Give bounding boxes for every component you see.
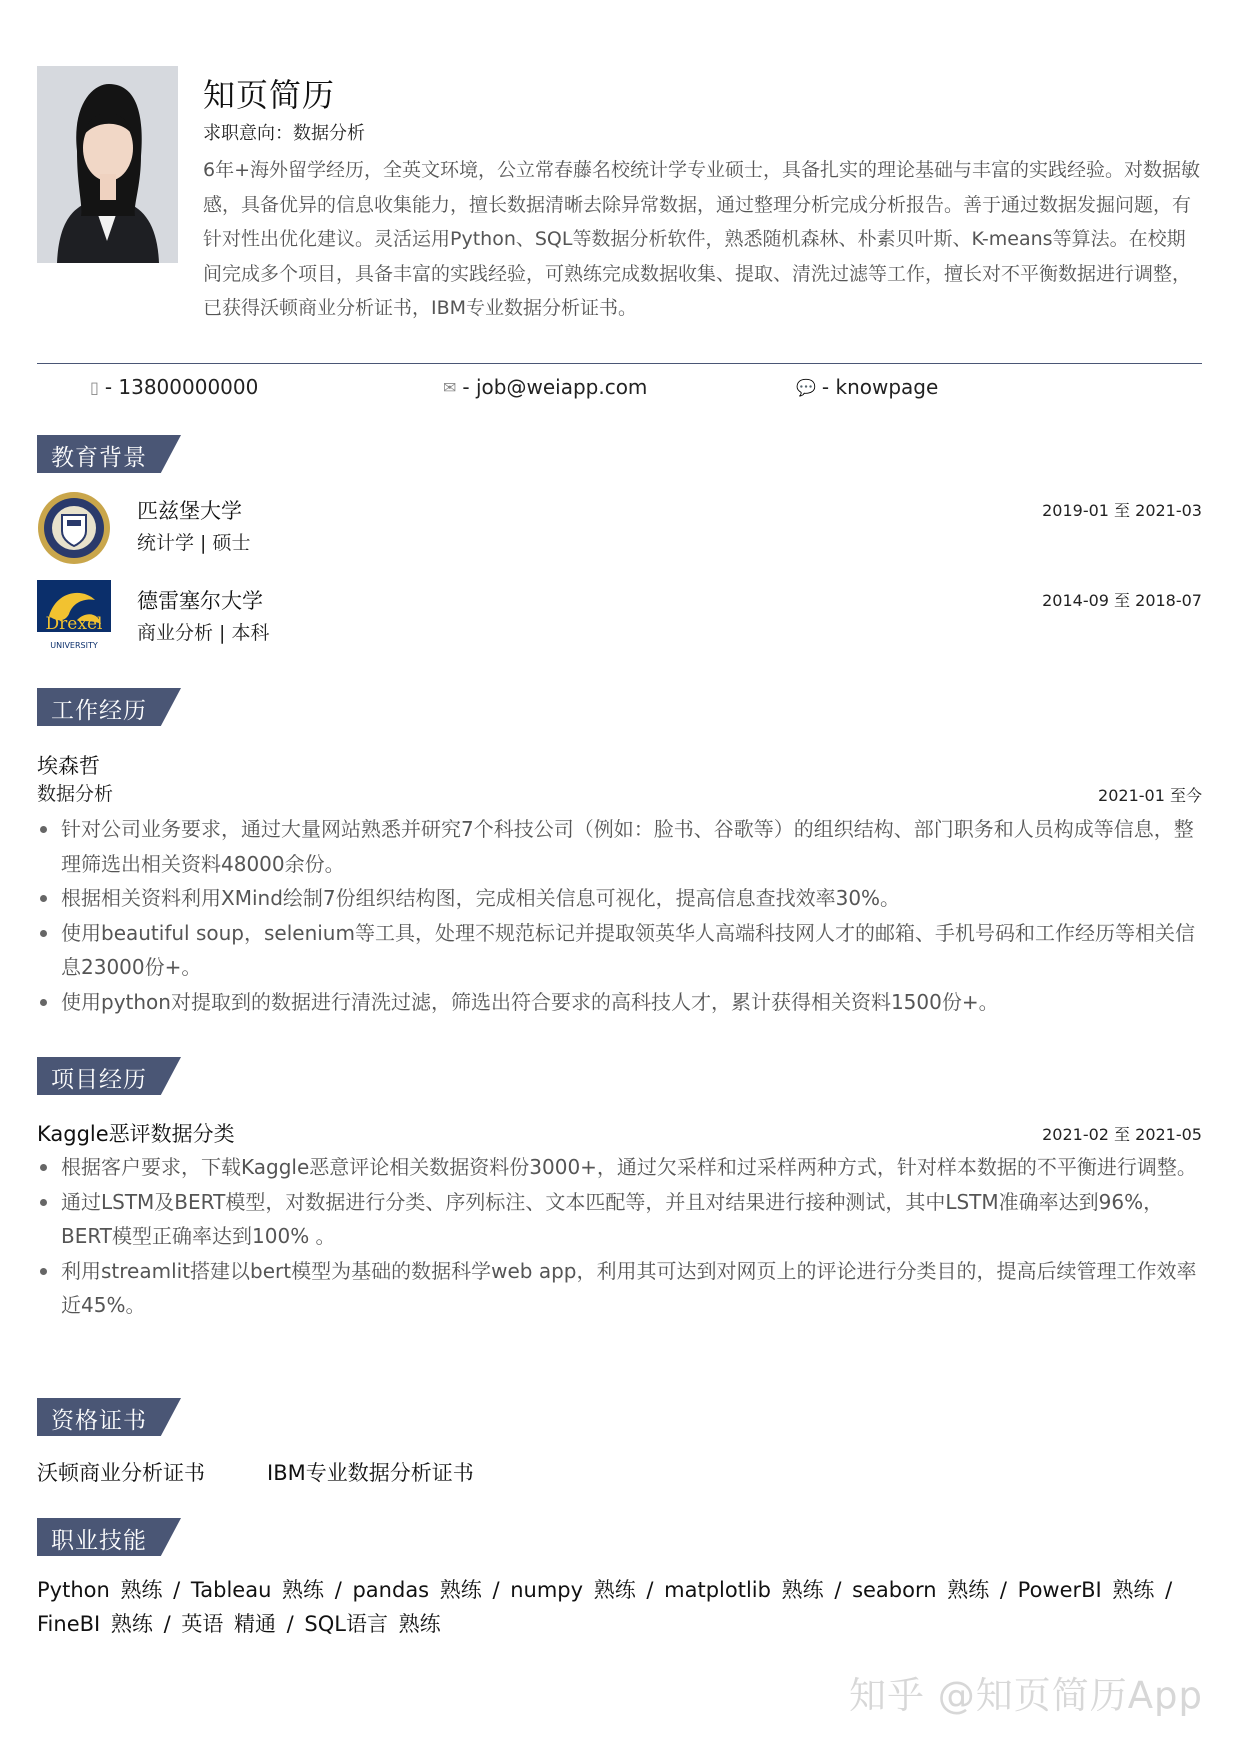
job-intent: 求职意向：数据分析	[203, 123, 365, 144]
section-certificates-title: 资格证书	[51, 1408, 147, 1434]
mail-icon: ✉	[443, 377, 457, 397]
edu-date-1: 2019-01 至 2021-03	[1042, 501, 1202, 520]
work-company: 埃森哲	[37, 754, 100, 778]
project-date: 2021-02 至 2021-05	[1042, 1125, 1202, 1144]
section-project	[37, 1057, 181, 1095]
drexel-logo-text: Drexel	[45, 614, 103, 634]
certificate-item: IBM专业数据分析证书	[267, 1461, 474, 1485]
edu-school-2: 德雷塞尔大学	[137, 589, 263, 613]
edu-date-2: 2014-09 至 2018-07	[1042, 591, 1202, 610]
list-item: 利用streamlit搭建以bert模型为基础的数据科学web app，利用其可达到对网页上的评论进行分类目的，提高后续管理工作效率近45%。	[37, 1254, 1202, 1323]
profile-photo	[37, 66, 178, 263]
section-project-title: 项目经历	[51, 1067, 147, 1093]
project-title: Kaggle恶评数据分类	[37, 1122, 235, 1146]
contact-wechat	[796, 375, 938, 399]
list-item: 通过LSTM及BERT模型，对数据进行分类、序列标注、文本匹配等，并且对结果进行接种测试，其中LSTM准确率达到96%，BERT模型正确率达到100% 。	[37, 1185, 1202, 1254]
chat-bubble-icon: 💬	[796, 377, 816, 397]
watermark: 知乎 @知页简历App	[848, 1674, 1203, 1717]
list-item: 根据相关资料利用XMind绘制7份组织结构图，完成相关信息可视化，提高信息查找效率30%。	[37, 881, 1202, 916]
email-text[interactable]: - job@weiapp.com	[462, 375, 648, 399]
list-item: 根据客户要求，下载Kaggle恶意评论相关数据资料份3000+，通过欠采样和过采样两种方式，针对样本数据的不平衡进行调整。	[37, 1150, 1202, 1185]
contact-phone	[90, 375, 258, 399]
list-item: 针对公司业务要求，通过大量网站熟悉并研究7个科技公司（例如：脸书、谷歌等）的组织结构、部门职务和人员构成等信息，整理筛选出相关资料48000余份。	[37, 812, 1202, 881]
profile-summary: 6年+海外留学经历，全英文环境，公立常春藤名校统计学专业硕士，具备扎实的理论基础与丰富的实践经验。对数据敏感，具备优异的信息收集能力，擅长数据清晰去除异常数据，通过整理分析完成分析报告。善于通过数据发掘问题，有针对性出优化建议。灵活运用Python、SQL等数据分析软件，熟悉随机森林、朴素贝叶斯、K-means等算法。在校期间完成多个项目，具备丰富的实践经验，可熟练完成数据收集、提取、清洗过滤等工作，擅长对不平衡数据进行调整，已获得沃顿商业分析证书，IBM专业数据分析证书。	[203, 159, 1201, 319]
list-item: 使用beautiful soup，selenium等工具，处理不规范标记并提取领英华人高端科技网人才的邮箱、手机号码和工作经历等相关信息23000份+。	[37, 916, 1202, 985]
candidate-name: 知页简历	[203, 76, 336, 114]
edu-degree-2: 商业分析 | 本科	[137, 622, 270, 644]
section-education	[37, 435, 181, 473]
pitt-seal-logo	[37, 491, 111, 565]
section-work	[37, 688, 181, 726]
certificate-list	[37, 1457, 474, 1487]
project-bullets	[37, 1150, 1202, 1323]
edu-school-1: 匹兹堡大学	[137, 499, 242, 523]
section-work-title: 工作经历	[51, 698, 147, 724]
skills-list: Python 熟练 / Tableau 熟练 / pandas 熟练 / numpy 熟练 / matplotlib 熟练 / seaborn 熟练 / PowerBI 熟练 / FineBI 熟练 / 英语 精通 / SQL语言 熟练	[37, 1578, 1173, 1636]
edu-degree-1: 统计学 | 硕士	[137, 532, 251, 554]
work-date: 2021-01 至今	[1098, 786, 1202, 805]
drexel-logo-subtext: UNIVERSITY	[50, 641, 98, 650]
section-skills-title: 职业技能	[51, 1528, 147, 1554]
section-certificates	[37, 1398, 181, 1436]
phone-text: - 13800000000	[104, 375, 259, 399]
header-divider	[37, 363, 1202, 364]
certificate-item: 沃顿商业分析证书	[37, 1461, 205, 1485]
list-item: 使用python对提取到的数据进行清洗过滤，筛选出符合要求的高科技人才，累计获得相关资料1500份+。	[37, 985, 1202, 1020]
section-education-title: 教育背景	[51, 445, 147, 471]
phone-icon: ▯	[90, 377, 99, 397]
section-skills	[37, 1518, 181, 1556]
contact-email[interactable]	[443, 375, 647, 399]
work-bullets	[37, 812, 1202, 1019]
work-role: 数据分析	[37, 783, 114, 805]
wechat-text: - knowpage	[821, 375, 939, 399]
drexel-logo	[37, 580, 111, 654]
